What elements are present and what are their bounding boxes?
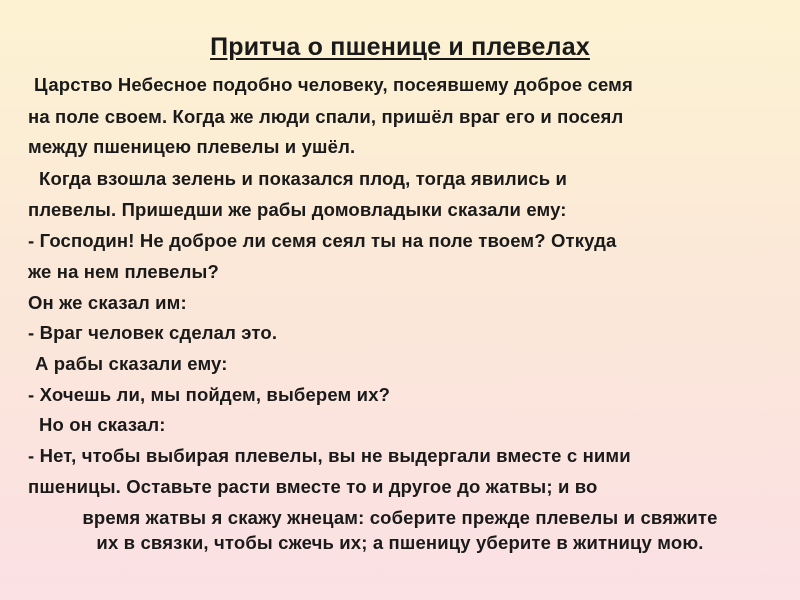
text-line: пшеницы. Оставьте расти вместе то и другое до жатвы; и во xyxy=(28,476,598,497)
text-line: - Нет, чтобы выбирая плевелы, вы не выдергали вместе с ними xyxy=(28,445,631,466)
text-line: - Господин! Не доброе ли семя сеял ты на поле твоем? Откуда xyxy=(28,230,617,251)
text-line: плевелы. Пришедши же рабы домовладыки сказали ему: xyxy=(28,199,567,220)
text-line: между пшеницею плевелы и ушёл. xyxy=(28,136,356,157)
text-line: время жатвы я скажу жнецам: соберите прежде плевелы и свяжите xyxy=(82,507,718,528)
text-line: Когда взошла зелень и показался плод, тогда явились и xyxy=(39,168,568,189)
text-line: же на нем плевелы? xyxy=(28,261,219,282)
text-line: Царство Небесное подобно человеку, посеявшему доброе семя xyxy=(34,74,633,95)
page-title: Притча о пшенице и плевелах xyxy=(210,33,590,61)
text-line: А рабы сказали ему: xyxy=(35,353,228,374)
text-line: Он же сказал им: xyxy=(28,292,187,313)
text-line: их в связки, чтобы сжечь их; а пшеницу уберите в житницу мою. xyxy=(96,532,704,553)
text-line: на поле своем. Когда же люди спали, пришёл враг его и посеял xyxy=(28,106,624,127)
text-line: - Враг человек сделал это. xyxy=(28,322,278,343)
text-line: Но он сказал: xyxy=(39,414,166,435)
text-line: - Хочешь ли, мы пойдем, выберем их? xyxy=(28,384,391,405)
